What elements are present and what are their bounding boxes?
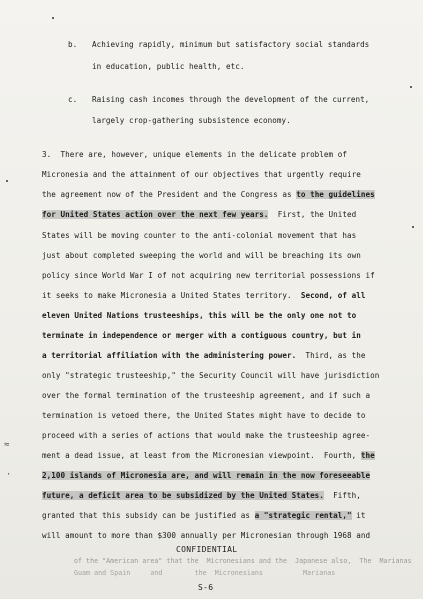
page-number: S-6: [198, 583, 214, 592]
margin-mark-1: ≈: [4, 440, 10, 450]
para3-line3: [42, 190, 375, 200]
para3-line4: [42, 210, 356, 220]
para3-line6: just about completed sweeping the world and will be breaching its own: [42, 251, 361, 260]
item-c-text-line1: Raising cash incomes through the development of the current,: [92, 95, 370, 104]
scan-speck: [412, 226, 414, 228]
scan-speck: [6, 180, 8, 182]
para3-line8: [42, 291, 366, 301]
para3-line3-highlight: to the guidelines: [296, 190, 375, 199]
para3-line10: terminate in independence or merger with a contiguous country, but in: [42, 331, 361, 340]
item-c-text-line2: largely crop-gathering subsistence economy.: [92, 116, 291, 125]
para3-line12: only "strategic trusteeship," the Security Council will have jurisdiction: [42, 371, 380, 380]
para3-line17-highlight: 2,100 islands of Micronesia are, and will remain in the now foreseeable: [42, 471, 371, 480]
para3-line1: 3. There are, however, unique elements in the delicate problem of: [42, 150, 348, 159]
para3-line11: [42, 351, 366, 361]
para3-line11-text: Third, as the: [296, 351, 366, 360]
bleed-through-line1: of the "American area" that the Micronesians and the Japanese also, The Marianas: [74, 557, 412, 565]
para3-line16: [42, 451, 375, 461]
para3-line19-highlight: a "strategic rental,": [254, 511, 352, 520]
para3-line3-text: the agreement now of the President and the Congress as: [42, 190, 297, 199]
para3-line8-text: it seeks to make Micronesia a United States territory.: [42, 291, 292, 300]
para3-line14: termination is vetoed there, the United States might have to decide to: [42, 411, 366, 420]
scan-speck: [410, 86, 412, 88]
para3-line17: [42, 471, 370, 481]
para3-line18: [42, 491, 361, 501]
para3-line4-highlight: for United States action over the next few years.: [42, 210, 269, 219]
para3-line16-text: ment a dead issue, at least from the Micronesian viewpoint. Fourth,: [42, 451, 361, 460]
para3-line7: policy since World War I of not acquiring new territorial possessions if: [42, 271, 375, 280]
para3-line8-bold: Second, of all: [291, 291, 366, 300]
para3-line20: will amount to more than $300 annually per Micronesian through 1968 and: [42, 531, 371, 540]
para3-line19: [42, 511, 366, 521]
margin-mark-2: ⋅: [6, 470, 12, 480]
item-c-letter: c.: [68, 95, 78, 104]
para3-line11-bold: a territorial affiliation with the administering power.: [42, 351, 297, 360]
scan-speck: [52, 17, 54, 19]
para3-line2: Micronesia and the attainment of our objectives that urgently require: [42, 170, 361, 179]
para3-line13: over the formal termination of the trusteeship agreement, and if such a: [42, 391, 371, 400]
item-b-letter: b.: [68, 40, 78, 49]
item-b-text-line1: Achieving rapidly, minimum but satisfactory social standards: [92, 40, 370, 49]
para3-line9: eleven United Nations trusteeships, this will be the only one not to: [42, 311, 357, 320]
bleed-through-line2: Guam and Spain and the Micronesians Marianas: [74, 569, 336, 577]
para3-line4-text: First, the United: [268, 210, 357, 219]
para3-line18-text: Fifth,: [323, 491, 361, 500]
item-b-text-line2: in education, public health, etc.: [92, 62, 245, 71]
para3-line16-highlight: the: [360, 451, 375, 460]
para3-line19-tail: it: [351, 511, 366, 520]
classification-label: CONFIDENTIAL: [176, 545, 238, 554]
para3-line19-text: granted that this subsidy can be justified as: [42, 511, 255, 520]
para3-line15: proceed with a series of actions that would make the trusteeship agree-: [42, 431, 371, 440]
para3-line18-highlight: future, a deficit area to be subsidized by the United States.: [42, 491, 324, 500]
para3-line5: States will be moving counter to the anti-colonial movement that has: [42, 231, 357, 240]
